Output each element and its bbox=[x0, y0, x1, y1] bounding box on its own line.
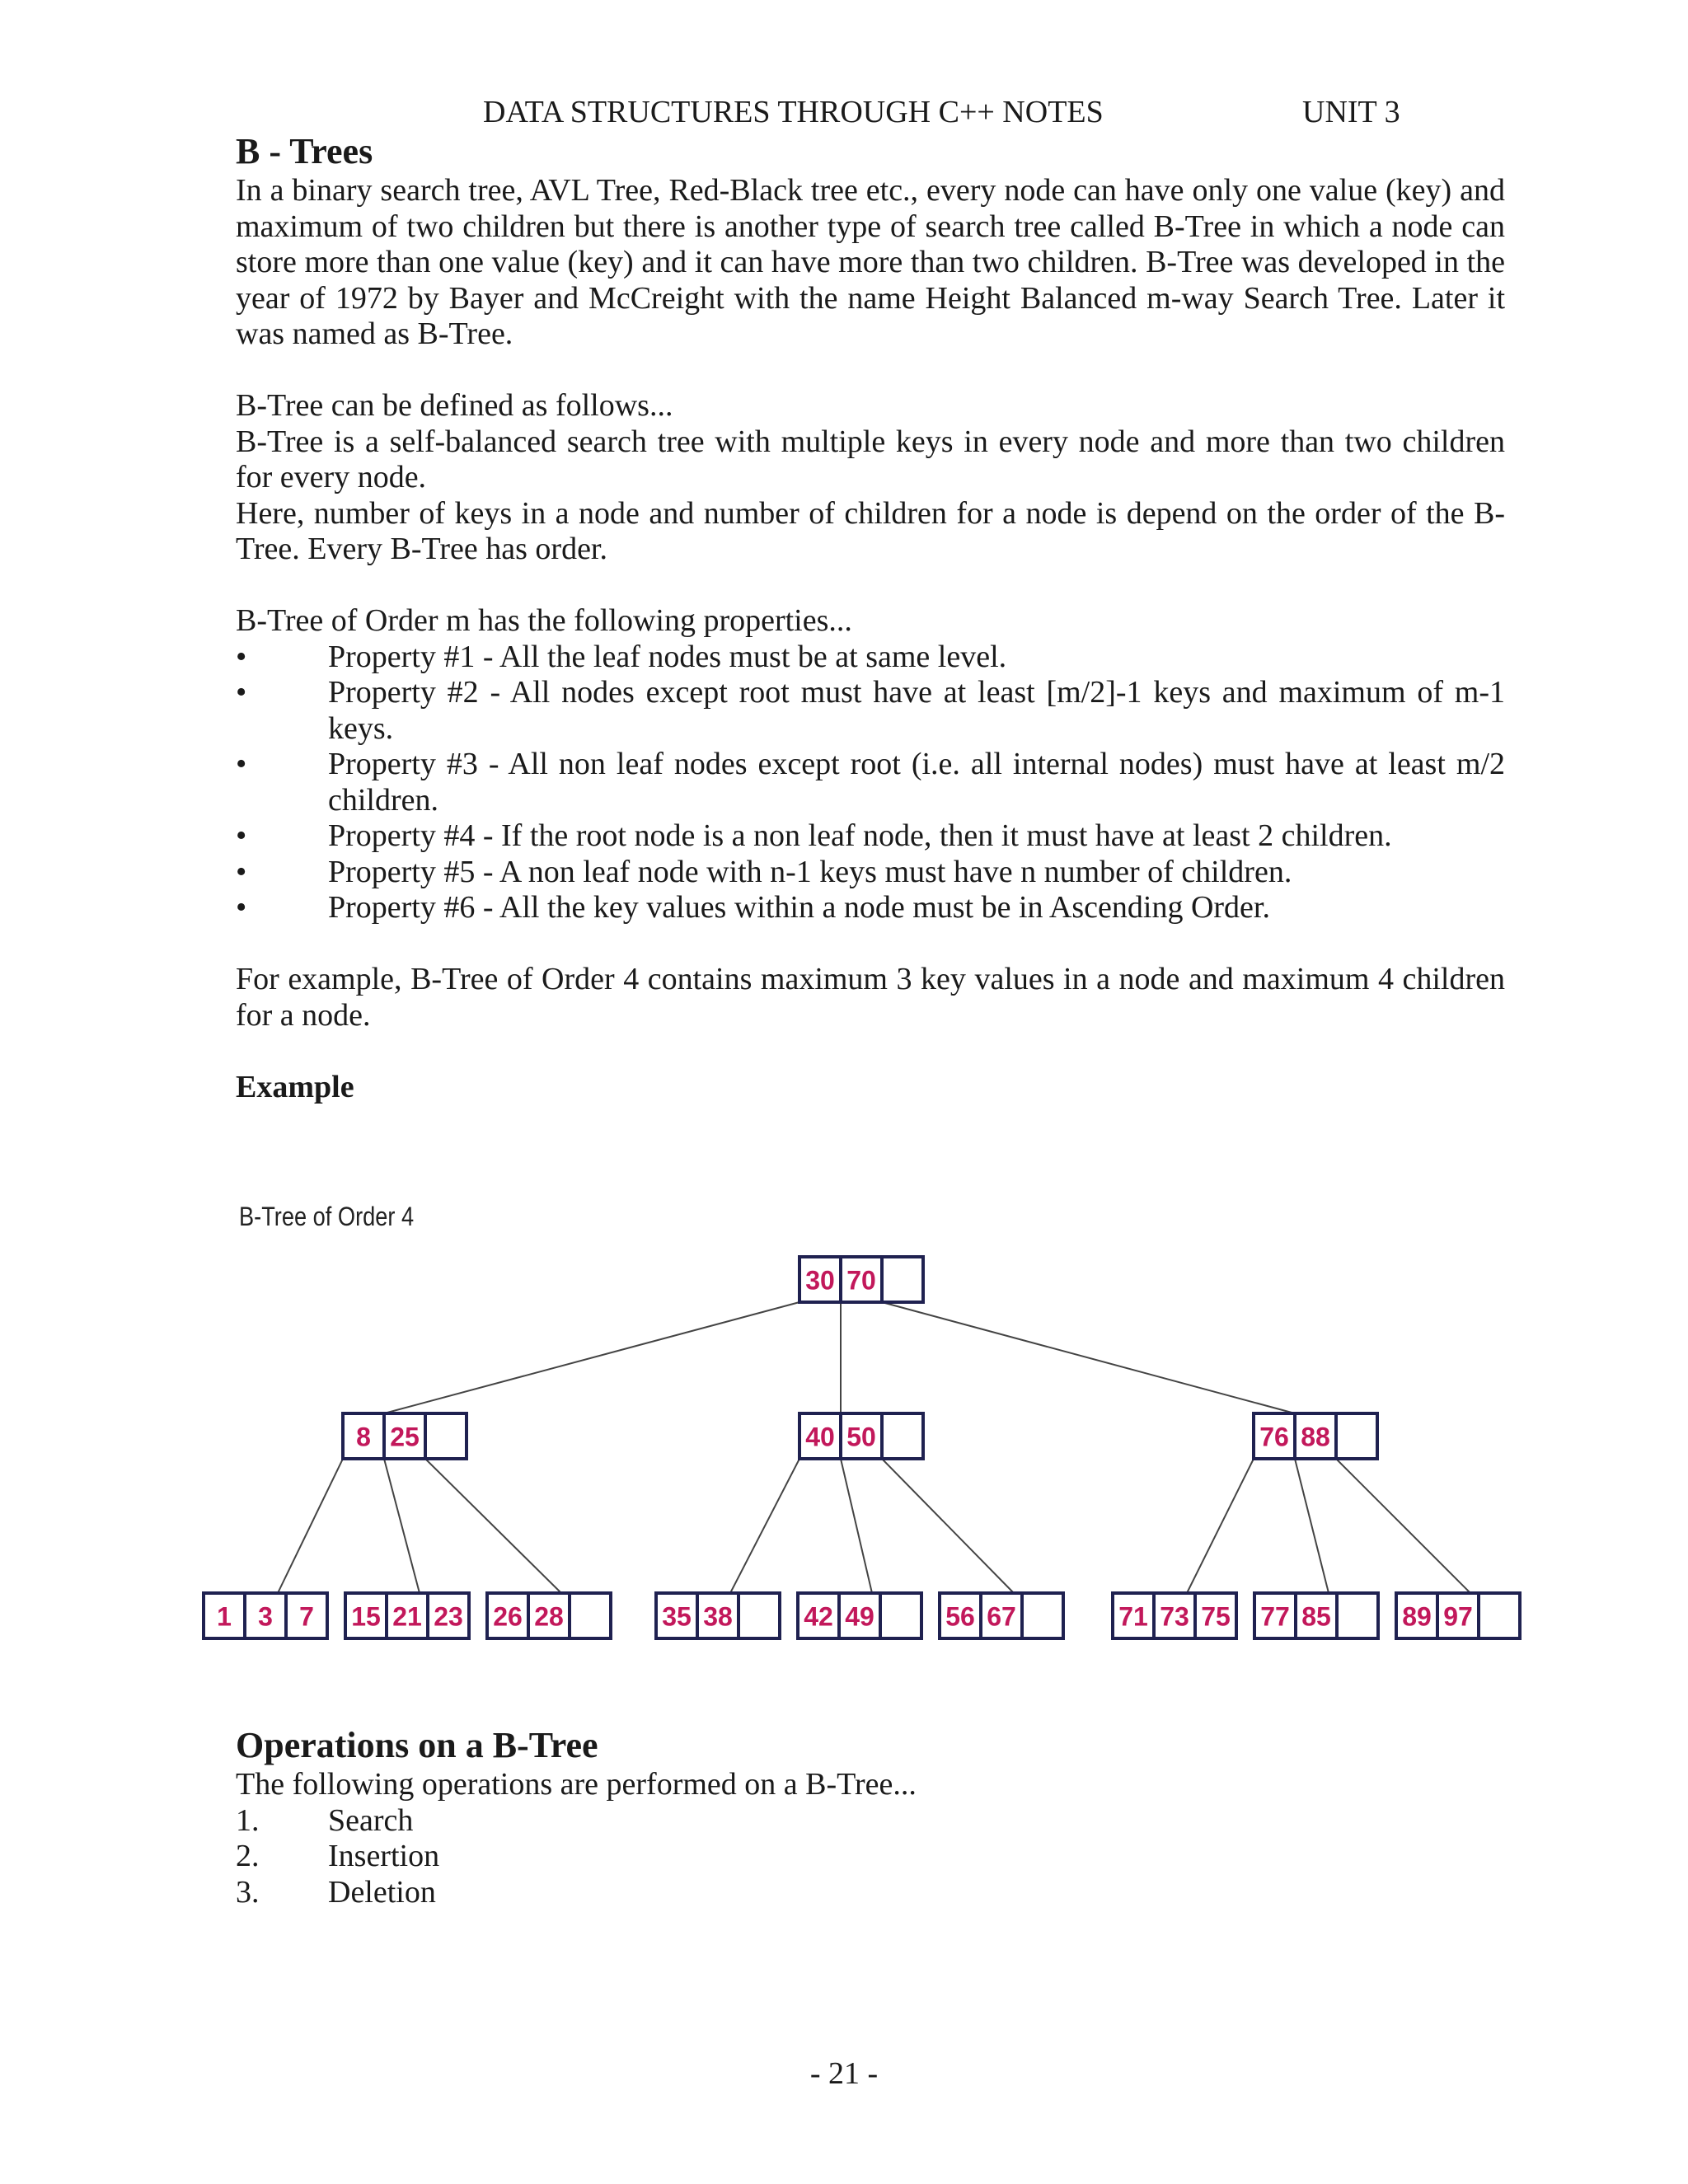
section-title: B - Trees bbox=[236, 131, 373, 171]
root-node bbox=[799, 1257, 923, 1302]
example-heading: Example bbox=[236, 1069, 354, 1104]
key-label: 70 bbox=[846, 1265, 876, 1296]
leaf-node bbox=[1254, 1593, 1378, 1638]
list-item: 1. Search bbox=[236, 1802, 414, 1838]
key-cell bbox=[570, 1593, 611, 1638]
key-label: 49 bbox=[845, 1601, 874, 1632]
key-cell bbox=[1479, 1593, 1520, 1638]
btree-diagram bbox=[190, 1187, 1525, 1657]
internal-node bbox=[1254, 1413, 1377, 1459]
order-note-paragraph: Here, number of keys in a node and number of children for a node is depend on the order of the B-Tree. Every B-Tree has order. bbox=[236, 495, 1505, 566]
tree-edge bbox=[841, 1459, 872, 1593]
running-header-unit: UNIT 3 bbox=[1302, 95, 1400, 129]
tree-edge bbox=[1295, 1459, 1329, 1593]
key-cell bbox=[1337, 1593, 1378, 1638]
list-item: 3. Deletion bbox=[236, 1874, 436, 1910]
key-cell bbox=[1336, 1413, 1377, 1459]
leaf-node bbox=[798, 1593, 921, 1638]
operations-section bbox=[236, 1724, 1505, 1910]
tree-edge bbox=[882, 1459, 1014, 1593]
key-label: 23 bbox=[434, 1601, 463, 1632]
list-item: • Property #3 - All non leaf nodes except root (i.e. all internal nodes) must have at least m/2 children. bbox=[236, 747, 1505, 818]
key-cell bbox=[1022, 1593, 1063, 1638]
bullet-icon: • bbox=[236, 818, 247, 853]
operations-lead: The following operations are performed on a B-Tree... bbox=[236, 1767, 917, 1802]
leaf-node bbox=[1396, 1593, 1520, 1638]
key-label: 40 bbox=[805, 1422, 835, 1452]
tree-edge bbox=[425, 1459, 561, 1593]
key-label: 88 bbox=[1301, 1422, 1330, 1452]
list-item: • Property #2 - All nodes except root must have at least [m/2]-1 keys and maximum of m-1 keys. bbox=[236, 675, 1505, 746]
leaf-node bbox=[204, 1593, 327, 1638]
running-header: DATA STRUCTURES THROUGH C++ NOTES bbox=[483, 95, 1104, 129]
key-label: 35 bbox=[662, 1601, 692, 1632]
tree-edge bbox=[730, 1459, 799, 1593]
key-label: 25 bbox=[390, 1422, 420, 1452]
leaf-node bbox=[487, 1593, 611, 1638]
list-item: • Property #6 - All the key values within a node must be in Ascending Order. bbox=[236, 890, 1270, 925]
key-label: 71 bbox=[1118, 1601, 1148, 1632]
key-label: 28 bbox=[534, 1601, 564, 1632]
key-label: 73 bbox=[1160, 1601, 1189, 1632]
key-label: 7 bbox=[299, 1601, 314, 1632]
internal-node bbox=[343, 1413, 467, 1459]
key-label: 97 bbox=[1443, 1601, 1473, 1632]
key-label: 50 bbox=[846, 1422, 876, 1452]
key-label: 75 bbox=[1201, 1601, 1231, 1632]
btree-svg bbox=[190, 1187, 1525, 1657]
list-item: • Property #4 - If the root node is a non leaf node, then it must have at least 2 children. bbox=[236, 818, 1392, 853]
key-label: 30 bbox=[805, 1265, 835, 1296]
list-item: 2. Insertion bbox=[236, 1839, 440, 1873]
main-content bbox=[236, 130, 1505, 1105]
tree-edge bbox=[1187, 1459, 1254, 1593]
tree-edge bbox=[882, 1302, 1295, 1413]
key-label: 1 bbox=[217, 1601, 232, 1632]
key-label: 8 bbox=[356, 1422, 371, 1452]
definition-paragraph: B-Tree is a self-balanced search tree with multiple keys in every node and more than two children for every node. bbox=[236, 424, 1505, 494]
list-item: • Property #1 - All the leaf nodes must be at same level. bbox=[236, 639, 1007, 674]
key-label: 56 bbox=[945, 1601, 975, 1632]
key-label: 42 bbox=[804, 1601, 833, 1632]
key-label: 21 bbox=[392, 1601, 422, 1632]
properties-list bbox=[236, 640, 1505, 926]
intro-paragraph: In a binary search tree, AVL Tree, Red-Black tree etc., every node can have only one value (key) and maximum of two children but there is another type of search tree called B-Tree in which a node can store more than one value (key) and it can have more than two children. B-Tree was developed in the year of 1972 by Bayer and McCreight with the name Height Balanced m-way Search Tree. Later it was named as B-Tree. bbox=[236, 173, 1505, 351]
example-paragraph: For example, B-Tree of Order 4 contains maximum 3 key values in a node and maximum 4 children for a node. bbox=[236, 962, 1505, 1033]
key-label: 3 bbox=[258, 1601, 273, 1632]
key-label: 89 bbox=[1402, 1601, 1432, 1632]
key-cell bbox=[425, 1413, 467, 1459]
key-cell bbox=[882, 1413, 923, 1459]
key-cell bbox=[738, 1593, 780, 1638]
diagram-caption: B-Tree of Order 4 bbox=[239, 1202, 415, 1231]
key-label: 85 bbox=[1301, 1601, 1331, 1632]
key-label: 15 bbox=[351, 1601, 381, 1632]
key-cell bbox=[882, 1257, 923, 1302]
tree-edge bbox=[278, 1459, 343, 1593]
key-cell bbox=[880, 1593, 921, 1638]
bullet-icon: • bbox=[236, 639, 247, 674]
tree-edge bbox=[1336, 1459, 1470, 1593]
bullet-icon: • bbox=[236, 675, 247, 710]
internal-node bbox=[799, 1413, 923, 1459]
bullet-icon: • bbox=[236, 747, 247, 781]
definition-lead: B-Tree can be defined as follows... bbox=[236, 388, 673, 423]
operations-title: Operations on a B-Tree bbox=[236, 1725, 598, 1765]
key-label: 77 bbox=[1260, 1601, 1290, 1632]
leaf-node bbox=[656, 1593, 780, 1638]
leaf-node bbox=[1113, 1593, 1236, 1638]
page-number: - 21 - bbox=[809, 2056, 879, 2091]
tree-edge bbox=[384, 1302, 799, 1413]
key-label: 67 bbox=[987, 1601, 1016, 1632]
list-item: • Property #5 - A non leaf node with n-1 keys must have n number of children. bbox=[236, 854, 1292, 889]
bullet-icon: • bbox=[236, 854, 247, 889]
leaf-node bbox=[940, 1593, 1063, 1638]
key-label: 38 bbox=[703, 1601, 733, 1632]
properties-lead: B-Tree of Order m has the following properties... bbox=[236, 603, 852, 638]
tree-edge bbox=[384, 1459, 420, 1593]
key-label: 76 bbox=[1259, 1422, 1289, 1452]
key-label: 26 bbox=[493, 1601, 523, 1632]
bullet-icon: • bbox=[236, 890, 247, 925]
leaf-node bbox=[345, 1593, 469, 1638]
